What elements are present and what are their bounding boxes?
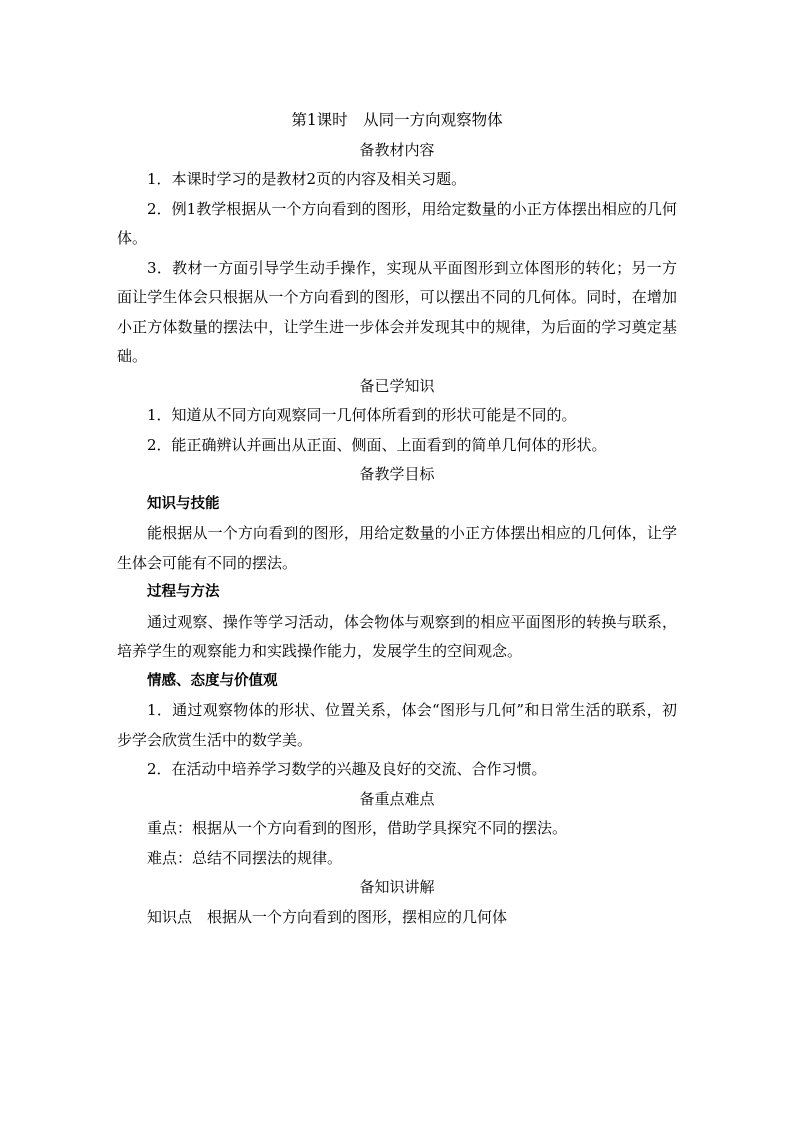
paragraph-key-point: 重点：根据从一个方向看到的图形，借助学具探究不同的摆法。 <box>147 819 568 837</box>
paragraph: 3．教材一方面引导学生动手操作，实现从平面图形到立体图形的转化；另一方面让学生体会只根据从一个方向看到的图形，可以摆出不同的几何体。同时，在增加小正方体数量的摆法中，让学生进一步体会并发现其中的规律，为后面的学习奠定基础。 <box>117 258 677 365</box>
section-heading-prior-knowledge: 备已学知识 <box>359 376 435 395</box>
section-heading-key-difficult-points: 备重点难点 <box>359 789 435 808</box>
paragraph: 通过观察、操作等学习活动，体会物体与观察到的相应平面图形的转换与联系，培养学生的观察能力和实践操作能力，发展学生的空间观念。 <box>117 612 677 660</box>
paragraph: 2．例1教学根据从一个方向看到的图形，用给定数量的小正方体摆出相应的几何体。 <box>117 199 677 247</box>
paragraph: 1．本课时学习的是教材2页的内容及相关习题。 <box>147 170 467 188</box>
document-page <box>117 106 677 932</box>
paragraph-knowledge-point: 知识点 根据从一个方向看到的图形，摆相应的几何体 <box>147 907 508 926</box>
paragraph: 1．通过观察物体的形状、位置关系，体会“图形与几何”和日常生活的联系，初步学会欣赏生活中的数学美。 <box>117 701 677 749</box>
section-heading-textbook-content: 备教材内容 <box>359 140 435 159</box>
subheading-attitude-values: 情感、态度与价值观 <box>147 672 278 689</box>
section-heading-teaching-goals: 备教学目标 <box>359 465 435 483</box>
paragraph: 1．知道从不同方向观察同一几何体所看到的形状可能是不同的。 <box>147 406 577 424</box>
paragraph: 能根据从一个方向看到的图形，用给定数量的小正方体摆出相应的几何体，让学生体会可能有不同的摆法。 <box>117 524 677 572</box>
paragraph: 2．能正确辨认并画出从正面、侧面、上面看到的简单几何体的形状。 <box>147 435 607 454</box>
section-heading-knowledge-explanation: 备知识讲解 <box>359 878 435 896</box>
subheading-process-methods: 过程与方法 <box>147 584 220 600</box>
document-title: 第1课时 从同一方向观察物体 <box>291 111 503 129</box>
paragraph: 2．在活动中培养学习数学的兴趣及良好的交流、合作习惯。 <box>147 760 547 778</box>
subheading-knowledge-skills: 知识与技能 <box>147 495 220 512</box>
paragraph-difficult-point: 难点：总结不同摆法的规律。 <box>147 848 343 867</box>
